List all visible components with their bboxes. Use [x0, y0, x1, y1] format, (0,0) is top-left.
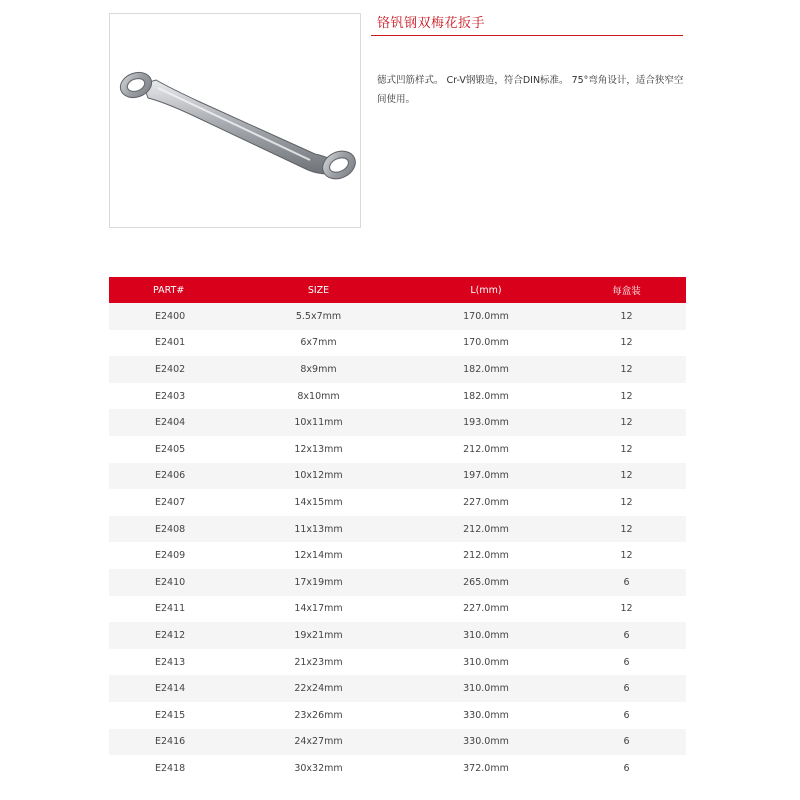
table-row: [109, 463, 686, 490]
table-row: [109, 569, 686, 596]
cell-length: 212.0mm: [463, 550, 509, 562]
cell-per-box: 12: [620, 443, 633, 455]
cell-length: 310.0mm: [463, 629, 509, 641]
spec-table: [109, 277, 686, 782]
cell-part: E2410: [155, 576, 186, 588]
cell-length: 265.0mm: [463, 576, 509, 588]
cell-per-box: 6: [623, 683, 630, 695]
table-row: [109, 356, 686, 383]
cell-length: 212.0mm: [463, 523, 509, 535]
product-description: 德式凹筋样式。 Cr-V钢锻造，符合DIN标准。 75°弯角设计，适合狭窄空间使用。: [377, 75, 684, 105]
cell-length: 330.0mm: [463, 736, 509, 748]
cell-part: E2407: [155, 496, 186, 508]
table-row: [109, 516, 686, 543]
cell-length: 197.0mm: [463, 470, 509, 482]
table-row: [109, 436, 686, 463]
cell-part: E2412: [155, 629, 186, 641]
cell-per-box: 12: [620, 337, 633, 349]
cell-per-box: 6: [623, 709, 630, 721]
cell-per-box: 6: [623, 656, 630, 668]
cell-per-box: 12: [620, 603, 633, 615]
header-part: PART#: [153, 284, 185, 296]
cell-size: 14x15mm: [294, 496, 343, 508]
cell-per-box: 12: [620, 470, 633, 482]
table-row: [109, 330, 686, 357]
table-row: [109, 729, 686, 756]
table-row: [109, 702, 686, 729]
cell-length: 310.0mm: [463, 656, 509, 668]
table-row: [109, 409, 686, 436]
cell-part: E2414: [155, 683, 186, 695]
cell-length: 170.0mm: [463, 310, 509, 322]
cell-size: 5.5x7mm: [295, 310, 342, 322]
cell-length: 193.0mm: [463, 417, 509, 429]
cell-size: 11x13mm: [294, 523, 343, 535]
cell-per-box: 6: [623, 762, 630, 774]
cell-length: 182.0mm: [463, 363, 509, 375]
cell-per-box: 12: [620, 550, 633, 562]
cell-per-box: 12: [620, 417, 633, 429]
cell-part: E2415: [155, 709, 186, 721]
cell-part: E2405: [155, 443, 186, 455]
cell-size: 22x24mm: [294, 683, 343, 695]
cell-size: 6x7mm: [300, 337, 337, 349]
table-row: [109, 489, 686, 516]
table-row: [109, 303, 686, 330]
cell-part: E2413: [155, 656, 186, 668]
cell-per-box: 12: [620, 523, 633, 535]
cell-length: 170.0mm: [463, 337, 509, 349]
cell-size: 23x26mm: [294, 709, 343, 721]
cell-part: E2402: [155, 363, 186, 375]
cell-length: 372.0mm: [463, 762, 509, 774]
table-body: [109, 303, 686, 782]
double-box-wrench-icon: [110, 14, 360, 227]
cell-length: 212.0mm: [463, 443, 509, 455]
table-row: [109, 622, 686, 649]
title-divider: [371, 35, 683, 36]
cell-size: 12x14mm: [294, 550, 343, 562]
cell-length: 227.0mm: [463, 603, 509, 615]
cell-size: 14x17mm: [294, 603, 343, 615]
cell-part: E2400: [155, 310, 186, 322]
table-row: [109, 542, 686, 569]
cell-size: 19x21mm: [294, 629, 343, 641]
cell-part: E2403: [155, 390, 186, 402]
cell-size: 10x12mm: [294, 470, 343, 482]
cell-size: 21x23mm: [294, 656, 343, 668]
header-per-box: 每盒装: [612, 286, 641, 297]
cell-size: 8x9mm: [300, 363, 337, 375]
cell-per-box: 12: [620, 310, 633, 322]
cell-size: 10x11mm: [294, 417, 343, 429]
cell-length: 330.0mm: [463, 709, 509, 721]
product-image: [109, 13, 361, 228]
cell-length: 227.0mm: [463, 496, 509, 508]
table-header-row: [109, 277, 686, 303]
cell-part: E2418: [155, 762, 186, 774]
cell-part: E2406: [155, 470, 186, 482]
table-row: [109, 649, 686, 676]
cell-part: E2404: [155, 417, 186, 429]
cell-per-box: 6: [623, 736, 630, 748]
cell-size: 12x13mm: [294, 443, 343, 455]
cell-length: 182.0mm: [463, 390, 509, 402]
cell-part: E2416: [155, 736, 186, 748]
cell-per-box: 12: [620, 363, 633, 375]
cell-per-box: 12: [620, 390, 633, 402]
cell-length: 310.0mm: [463, 683, 509, 695]
cell-per-box: 6: [623, 629, 630, 641]
cell-part: E2409: [155, 550, 186, 562]
table-row: [109, 675, 686, 702]
cell-part: E2411: [155, 603, 186, 615]
table-row: [109, 383, 686, 410]
header-length: L(mm): [470, 284, 502, 296]
product-title: 铬钒钢双梅花扳手: [377, 16, 486, 31]
cell-part: E2401: [155, 337, 186, 349]
cell-per-box: 6: [623, 576, 630, 588]
cell-per-box: 12: [620, 496, 633, 508]
cell-size: 17x19mm: [294, 576, 343, 588]
cell-size: 24x27mm: [294, 736, 343, 748]
cell-size: 8x10mm: [297, 390, 340, 402]
cell-size: 30x32mm: [294, 762, 343, 774]
cell-part: E2408: [155, 523, 186, 535]
table-row: [109, 755, 686, 782]
table-row: [109, 596, 686, 623]
header-size: SIZE: [307, 284, 330, 296]
